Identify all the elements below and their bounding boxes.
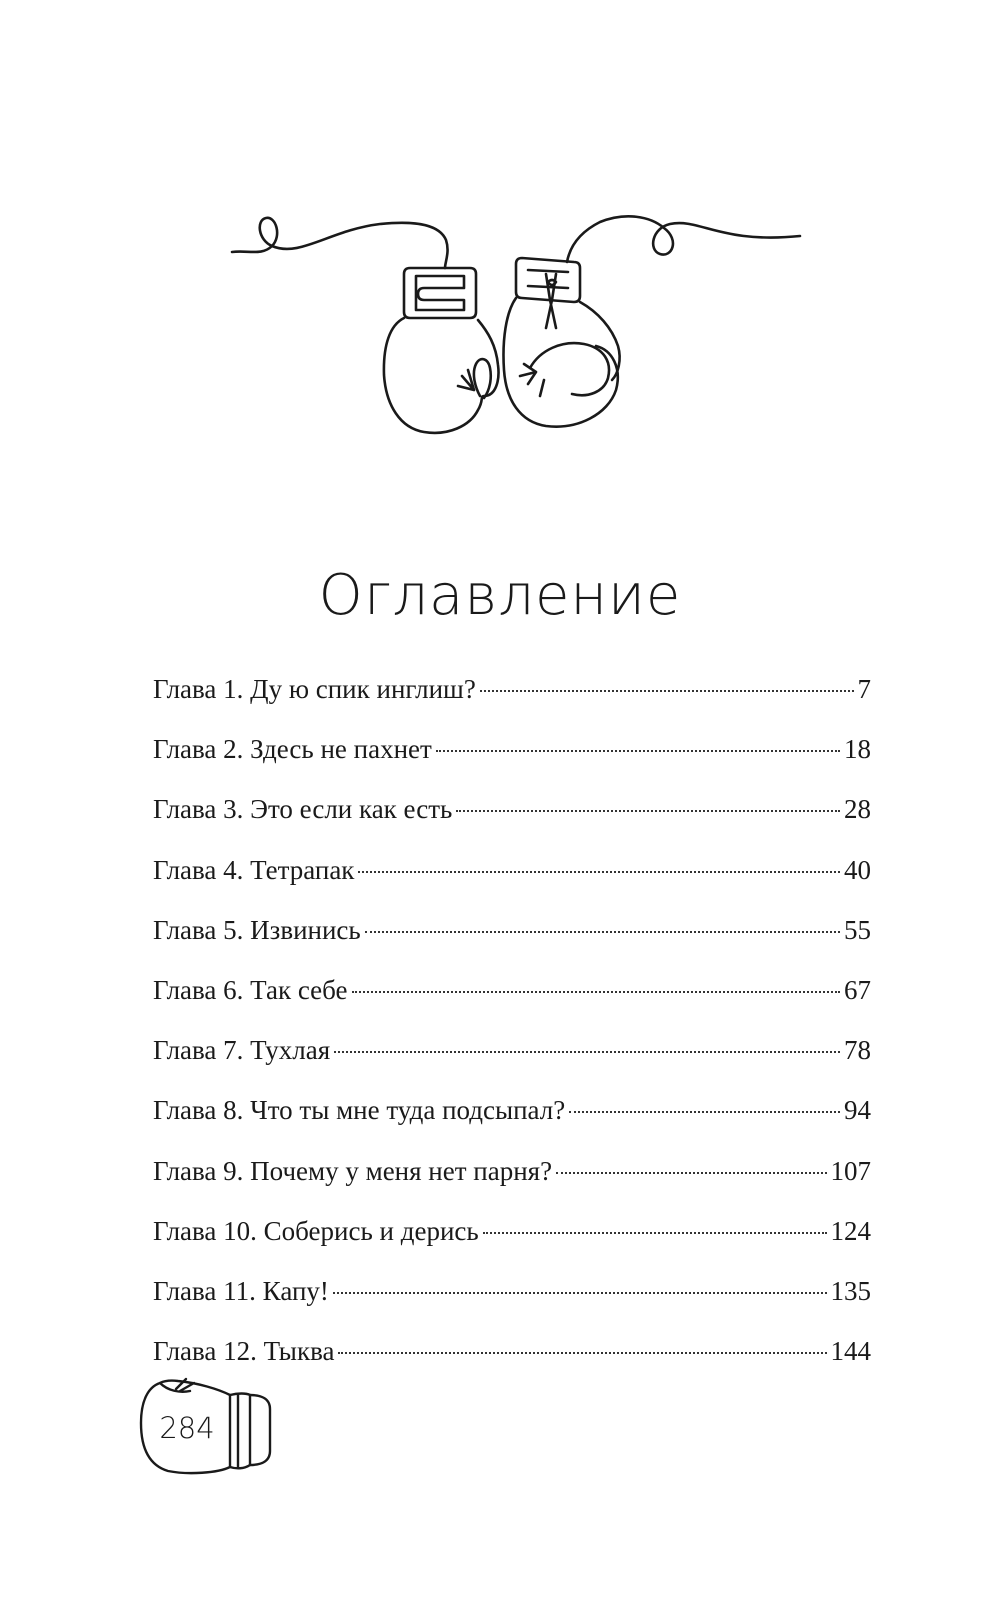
toc-entry-label: Глава 8. Что ты мне туда подсыпал? [153, 1095, 566, 1126]
toc-entry-label: Глава 9. Почему у меня нет парня? [153, 1155, 553, 1186]
toc-entry-5[interactable] [153, 913, 871, 973]
dot-leader [556, 1172, 826, 1174]
dot-leader [365, 931, 840, 933]
dot-leader [480, 690, 854, 692]
dot-leader [334, 1051, 840, 1053]
dot-leader [436, 750, 840, 752]
toc-entry-label: Глава 3. Это если как есть [153, 794, 453, 825]
toc-entry-label: Глава 1. Ду ю спик инглиш? [153, 674, 476, 704]
toc-entry-3[interactable] [153, 792, 871, 852]
table-of-contents [153, 672, 871, 1394]
toc-entry-11[interactable] [153, 1274, 871, 1334]
toc-entry-page: 40 [844, 854, 871, 885]
toc-entry-label: Глава 12. Тыква [153, 1336, 335, 1367]
toc-entry-1[interactable] [153, 672, 871, 732]
toc-entry-2[interactable] [153, 732, 871, 792]
page-number: 284 [159, 1411, 215, 1445]
toc-entry-page: 55 [844, 914, 871, 945]
toc-entry-page: 18 [844, 734, 871, 765]
toc-entry-page: 94 [844, 1095, 871, 1126]
boxing-gloves-icon [0, 200, 1000, 460]
toc-entry-page: 135 [830, 1275, 871, 1306]
dot-leader [352, 991, 841, 993]
dot-leader [358, 871, 840, 873]
toc-entry-page: 67 [844, 974, 871, 1005]
toc-entry-page: 78 [844, 1035, 871, 1066]
toc-entry-10[interactable] [153, 1214, 871, 1274]
toc-entry-label: Глава 10. Соберись и дерись [153, 1215, 479, 1246]
toc-entry-label: Глава 2. Здесь не пахнет [153, 734, 432, 765]
toc-entry-label: Глава 4. Тетрапак [153, 854, 355, 885]
toc-entry-page: 28 [844, 794, 871, 825]
dot-leader [569, 1111, 840, 1113]
dot-leader [333, 1292, 827, 1294]
toc-entry-page: 107 [830, 1155, 871, 1186]
toc-entry-page: 144 [830, 1336, 871, 1367]
page-title: Оглавление [318, 563, 682, 628]
toc-entry-7[interactable] [153, 1033, 871, 1093]
toc-entry-page: 7 [857, 674, 871, 704]
toc-entry-8[interactable] [153, 1093, 871, 1153]
toc-entry-page: 124 [830, 1215, 871, 1246]
toc-entry-4[interactable] [153, 853, 871, 913]
dot-leader [456, 810, 840, 812]
toc-entry-label: Глава 7. Тухлая [153, 1035, 331, 1066]
toc-entry-9[interactable] [153, 1154, 871, 1214]
toc-entry-6[interactable] [153, 973, 871, 1033]
toc-entry-label: Глава 11. Капу! [153, 1275, 329, 1306]
toc-entry-label: Глава 6. Так себе [153, 974, 348, 1005]
dot-leader [483, 1232, 827, 1234]
dot-leader [338, 1352, 826, 1354]
toc-entry-label: Глава 5. Извинись [153, 914, 361, 945]
